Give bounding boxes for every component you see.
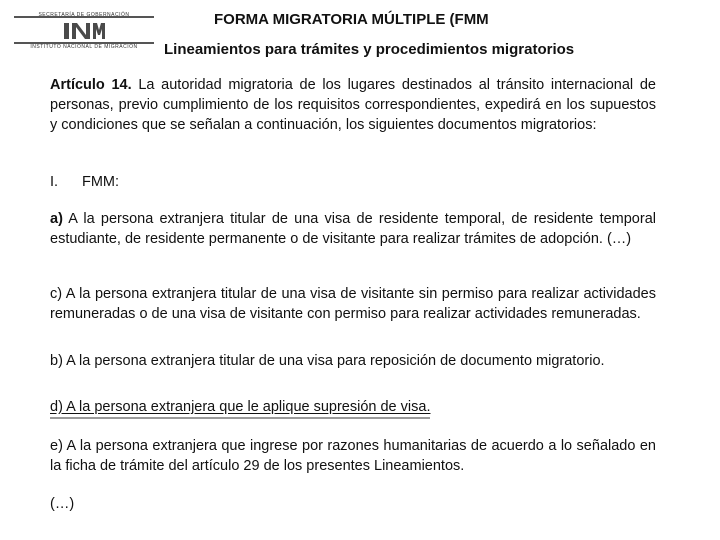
item-a-text: A la persona extranjera titular de una visa de residente temporal, de residente temporal estudiante, de residente permanente o de visitante para realizar trámites de adopción. (…) [50,211,656,247]
inm-mark-icon [62,21,106,41]
logo-bottom-text: INSTITUTO NACIONAL DE MIGRACIÓN [30,44,138,50]
logo-top-text: SECRETARÍA DE GOBERNACIÓN [38,12,130,18]
page-title: FORMA MIGRATORIA MÚLTIPLE (FMM [214,11,489,28]
article-label: Artículo 14. [50,77,132,93]
section-heading [50,172,656,192]
item-d-paragraph: d) A la persona extranjera que le aplique supresión de visa. [50,397,430,419]
item-b-paragraph: b) A la persona extranjera titular de una visa para reposición de documento migratorio. [50,353,605,369]
article-paragraph [50,75,656,135]
item-e-paragraph: e) A la persona extranjera que ingrese por razones humanitarias de acuerdo a lo señalado en la ficha de trámite del artículo 29 de los presentes Lineamientos. [50,438,656,474]
page-subtitle: Lineamientos para trámites y procedimientos migratorios [164,41,575,58]
inm-logo [14,12,154,48]
section-label: FMM: [82,174,120,190]
item-a-label: a) [50,211,63,227]
logo-mark-text: INM [84,35,86,36]
section-numeral: I. [50,174,59,190]
article-text: La autoridad migratoria de los lugares destinados al tránsito internacional de personas, previo cumplimiento de los requisitos correspondientes, expedirá en los supuestos y condiciones que se señalan a continuación, los siguientes documentos migratorios: [50,77,656,133]
closing-ellipsis: (…) [50,496,75,512]
item-a-paragraph [50,209,656,249]
item-c-paragraph: c) A la persona extranjera titular de una visa de visitante sin permiso para realizar actividades remuneradas o de una visa de visitante con permiso para realizar actividades remuneradas. [50,286,656,322]
